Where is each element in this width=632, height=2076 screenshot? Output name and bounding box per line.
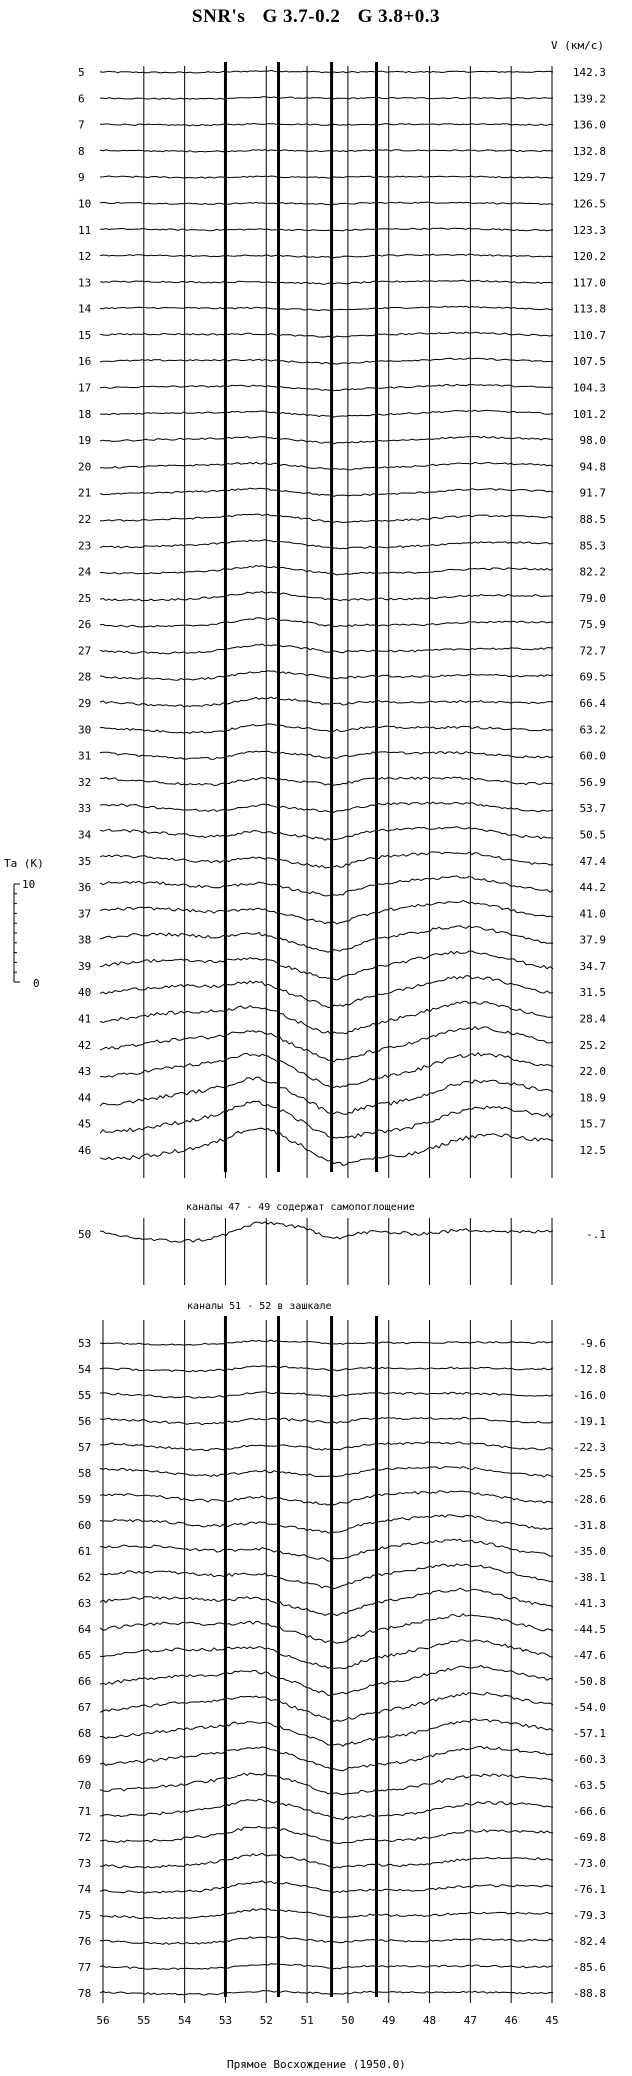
- velocity-label-32: 56.9: [579, 775, 606, 789]
- trace-channel-36: [100, 876, 553, 896]
- channel-label-42: 42: [78, 1038, 92, 1052]
- channel-label-43: 43: [78, 1065, 92, 1079]
- trace-channel-73: [100, 1853, 553, 1868]
- trace-channel-54: [100, 1366, 553, 1372]
- velocity-label-73: -73.0: [572, 1857, 606, 1870]
- scale-bar-top: 10: [22, 878, 36, 891]
- trace-channel-69: [100, 1746, 553, 1770]
- channel-label-21: 21: [78, 486, 92, 500]
- velocity-label-17: 104.3: [572, 381, 606, 395]
- velocity-label-42: 25.2: [579, 1038, 606, 1052]
- trace-channel-43: [100, 1053, 553, 1088]
- channel-labels: [78, 66, 92, 2000]
- channel-label-17: 17: [78, 381, 92, 395]
- channel-label-29: 29: [78, 697, 92, 711]
- channel-label-72: 72: [78, 1831, 92, 1844]
- trace-channel-57: [100, 1442, 553, 1451]
- channel-traces: [100, 70, 553, 1995]
- channel-label-33: 33: [78, 802, 92, 816]
- channel-label-61: 61: [78, 1545, 92, 1558]
- ta-scale-bar: [4, 857, 44, 990]
- trace-channel-13: [100, 280, 553, 284]
- trace-channel-18: [100, 410, 553, 417]
- velocity-label-36: 44.2: [579, 881, 606, 895]
- trace-channel-77: [100, 1964, 553, 1970]
- channel-label-14: 14: [78, 302, 92, 316]
- channel-label-19: 19: [78, 434, 92, 448]
- channel-label-41: 41: [78, 1012, 92, 1026]
- x-tick-51: 51: [300, 2014, 314, 2027]
- trace-channel-35: [100, 852, 553, 868]
- saturation-note: каналы 51 - 52 в зашкале: [187, 1301, 332, 1312]
- velocity-label-16: 107.5: [572, 355, 606, 369]
- trace-channel-12: [100, 254, 553, 258]
- velocity-label-29: 66.4: [579, 697, 606, 711]
- trace-channel-72: [100, 1826, 553, 1843]
- trace-channel-58: [100, 1467, 553, 1477]
- velocity-label-46: 12.5: [579, 1144, 606, 1157]
- trace-channel-24: [100, 566, 553, 576]
- trace-channel-75: [100, 1909, 553, 1919]
- channel-label-18: 18: [78, 407, 92, 421]
- trace-channel-16: [100, 358, 553, 364]
- velocity-label-69: -60.3: [572, 1753, 606, 1766]
- channel-label-6: 6: [78, 92, 85, 106]
- channel-label-35: 35: [78, 854, 92, 868]
- trace-channel-45: [100, 1101, 553, 1138]
- channel-label-65: 65: [78, 1649, 92, 1662]
- velocity-label-35: 47.4: [579, 854, 606, 868]
- velocity-label-27: 72.7: [579, 644, 606, 658]
- trace-channel-27: [100, 644, 553, 654]
- velocity-label-63: -41.3: [572, 1597, 606, 1610]
- velocity-label-10: 126.5: [572, 197, 606, 211]
- trace-channel-23: [100, 540, 553, 549]
- x-axis-label: Прямое Восхождение (1950.0): [227, 2058, 406, 2071]
- velocity-labels: [573, 66, 606, 2000]
- trace-channel-14: [100, 306, 553, 311]
- trace-channel-78: [100, 1991, 553, 1996]
- trace-channel-9: [100, 176, 553, 178]
- channel-label-27: 27: [78, 644, 92, 658]
- channel-label-40: 40: [78, 986, 92, 1000]
- channel-label-38: 38: [78, 933, 92, 947]
- velocity-label-59: -28.6: [572, 1493, 606, 1506]
- channel-label-20: 20: [78, 460, 92, 474]
- velocity-label-8: 132.8: [572, 144, 606, 158]
- velocity-label-21: 91.7: [579, 486, 606, 500]
- channel-label-24: 24: [78, 565, 92, 579]
- velocity-label-41: 28.4: [579, 1012, 606, 1026]
- channel-label-62: 62: [78, 1571, 92, 1584]
- trace-channel-71: [100, 1799, 553, 1820]
- channel-label-45: 45: [78, 1117, 92, 1131]
- channel-label-44: 44: [78, 1091, 92, 1105]
- trace-channel-7: [100, 124, 553, 126]
- trace-channel-8: [100, 150, 553, 152]
- trace-channel-32: [100, 777, 553, 785]
- title-source-2: G 3.8+0.3: [357, 6, 440, 27]
- trace-channel-56: [100, 1417, 553, 1424]
- velocity-label-19: 98.0: [579, 434, 606, 448]
- velocity-label-74: -76.1: [572, 1883, 606, 1896]
- velocity-label-56: -19.1: [572, 1415, 606, 1428]
- channel-label-22: 22: [78, 512, 92, 526]
- channel-label-56: 56: [78, 1415, 92, 1428]
- trace-channel-67: [100, 1692, 553, 1721]
- trace-channel-40: [100, 976, 553, 1008]
- channel-label-7: 7: [78, 118, 85, 132]
- channel-label-69: 69: [78, 1753, 92, 1766]
- velocity-label-68: -57.1: [572, 1727, 606, 1740]
- trace-channel-44: [100, 1077, 553, 1114]
- trace-channel-46: [100, 1128, 553, 1165]
- velocity-label-66: -50.8: [572, 1675, 606, 1688]
- x-tick-48: 48: [422, 2014, 437, 2027]
- velocity-label-76: -82.4: [572, 1935, 606, 1948]
- channel-label-30: 30: [78, 723, 92, 737]
- trace-channel-38: [100, 926, 553, 952]
- channel-label-68: 68: [78, 1727, 92, 1740]
- channel-label-16: 16: [78, 355, 92, 369]
- velocity-label-43: 22.0: [579, 1065, 606, 1079]
- x-tick-45: 45: [545, 2014, 559, 2027]
- channel-label-63: 63: [78, 1597, 92, 1610]
- velocity-label-28: 69.5: [579, 670, 606, 684]
- velocity-label-18: 101.2: [572, 407, 606, 421]
- trace-channel-33: [100, 802, 553, 812]
- velocity-label-40: 31.5: [579, 986, 606, 1000]
- channel-label-9: 9: [78, 171, 85, 185]
- channel-label-31: 31: [78, 749, 92, 763]
- trace-channel-30: [100, 724, 553, 733]
- trace-channel-63: [100, 1588, 553, 1615]
- trace-channel-29: [100, 697, 553, 707]
- channel-label-70: 70: [78, 1779, 92, 1792]
- trace-channel-31: [100, 751, 553, 759]
- trace-channel-15: [100, 332, 553, 337]
- channel-label-46: 46: [78, 1144, 92, 1157]
- channel-label-34: 34: [78, 828, 92, 842]
- velocity-label-38: 37.9: [579, 933, 606, 947]
- velocity-label-78: -88.8: [572, 1987, 606, 2000]
- x-tick-53: 53: [218, 2014, 233, 2027]
- velocity-label-37: 41.0: [579, 907, 606, 921]
- x-tick-56: 56: [96, 2014, 110, 2027]
- trace-channel-37: [100, 901, 553, 925]
- velocity-label-57: -22.3: [572, 1441, 606, 1454]
- channel-label-12: 12: [78, 250, 92, 264]
- velocity-label-64: -44.5: [572, 1623, 606, 1636]
- velocity-label-31: 60.0: [579, 749, 606, 763]
- velocity-label-72: -69.8: [572, 1831, 606, 1844]
- trace-channel-55: [100, 1392, 553, 1398]
- channel-label-55: 55: [78, 1389, 92, 1402]
- velocity-label-58: -25.5: [572, 1467, 606, 1480]
- velocity-header: V (км/с): [551, 39, 604, 52]
- channel-label-53: 53: [78, 1337, 92, 1350]
- velocity-label-24: 82.2: [579, 565, 606, 579]
- trace-channel-34: [100, 827, 553, 841]
- velocity-label-11: 123.3: [572, 223, 606, 237]
- scale-bar-label: Ta (K): [4, 857, 44, 870]
- channel-label-67: 67: [78, 1701, 92, 1714]
- velocity-label-6: 139.2: [572, 92, 606, 106]
- trace-channel-28: [100, 671, 553, 680]
- trace-channel-10: [100, 202, 553, 205]
- velocity-label-22: 88.5: [579, 512, 606, 526]
- velocity-label-23: 85.3: [579, 539, 606, 553]
- trace-channel-64: [100, 1614, 553, 1643]
- velocity-label-9: 129.7: [572, 171, 606, 185]
- x-tick-labels: [96, 2014, 558, 2027]
- velocity-label-61: -35.0: [572, 1545, 606, 1558]
- trace-channel-76: [100, 1937, 553, 1945]
- channel-label-75: 75: [78, 1909, 92, 1922]
- channel-label-8: 8: [78, 144, 85, 158]
- velocity-label-15: 110.7: [572, 328, 606, 342]
- velocity-label-75: -79.3: [572, 1909, 606, 1922]
- trace-channel-53: [100, 1340, 553, 1345]
- channel-label-10: 10: [78, 197, 92, 211]
- velocity-label-30: 63.2: [579, 723, 606, 737]
- channel-label-60: 60: [78, 1519, 92, 1532]
- trace-channel-20: [100, 462, 553, 470]
- channel-label-73: 73: [78, 1857, 92, 1870]
- trace-channel-66: [100, 1666, 553, 1696]
- channel-label-5: 5: [78, 66, 85, 79]
- trace-channel-62: [100, 1564, 553, 1589]
- trace-channel-6: [100, 97, 553, 99]
- velocity-label-54: -12.8: [572, 1363, 606, 1376]
- trace-channel-74: [100, 1881, 553, 1893]
- x-tick-54: 54: [178, 2014, 192, 2027]
- velocity-label-20: 94.8: [579, 460, 606, 474]
- velocity-label-5: 142.3: [572, 66, 606, 79]
- channel-label-32: 32: [78, 775, 92, 789]
- x-tick-50: 50: [341, 2014, 355, 2027]
- velocity-label-14: 113.8: [572, 302, 606, 316]
- scale-bar-bottom: 0: [33, 977, 40, 990]
- channel-label-26: 26: [78, 618, 92, 632]
- velocity-label-34: 50.5: [579, 828, 606, 842]
- trace-channel-60: [100, 1515, 553, 1533]
- velocity-label-7: 136.0: [572, 118, 606, 132]
- channel-label-74: 74: [78, 1883, 92, 1896]
- absorption-note: каналы 47 - 49 содержат самопоглощение: [186, 1202, 415, 1213]
- velocity-label-45: 15.7: [579, 1117, 606, 1131]
- channel-label-25: 25: [78, 591, 92, 605]
- x-tick-46: 46: [504, 2014, 518, 2027]
- trace-channel-68: [100, 1719, 553, 1746]
- channel-label-57: 57: [78, 1441, 92, 1454]
- title-prefix: SNR's: [192, 6, 246, 27]
- x-tick-47: 47: [463, 2014, 477, 2027]
- channel-label-37: 37: [78, 907, 92, 921]
- channel-label-58: 58: [78, 1467, 92, 1480]
- trace-channel-25: [100, 592, 553, 601]
- velocity-label-44: 18.9: [579, 1091, 606, 1105]
- trace-channel-50: [100, 1222, 553, 1242]
- channel-label-11: 11: [78, 223, 92, 237]
- velocity-label-60: -31.8: [572, 1519, 606, 1532]
- channel-label-28: 28: [78, 670, 92, 684]
- velocity-label-77: -85.6: [572, 1961, 606, 1974]
- channel-label-13: 13: [78, 276, 92, 290]
- velocity-label-62: -38.1: [572, 1571, 606, 1584]
- trace-channel-21: [100, 488, 553, 496]
- velocity-label-25: 79.0: [579, 591, 606, 605]
- channel-label-71: 71: [78, 1805, 92, 1818]
- trace-channel-11: [100, 228, 553, 231]
- channel-label-78: 78: [78, 1987, 92, 2000]
- velocity-label-12: 120.2: [572, 250, 606, 264]
- trace-channel-17: [100, 384, 553, 390]
- trace-channel-19: [100, 436, 553, 444]
- velocity-label-26: 75.9: [579, 618, 606, 632]
- channel-label-59: 59: [78, 1493, 92, 1506]
- velocity-label-50: -.1: [586, 1228, 606, 1241]
- velocity-label-55: -16.0: [572, 1389, 606, 1402]
- trace-channel-65: [100, 1640, 553, 1669]
- channel-label-54: 54: [78, 1363, 92, 1376]
- trace-channel-70: [100, 1773, 553, 1795]
- channel-label-64: 64: [78, 1623, 92, 1636]
- channel-label-76: 76: [78, 1935, 92, 1948]
- x-tick-55: 55: [137, 2014, 151, 2027]
- velocity-label-71: -66.6: [572, 1805, 606, 1818]
- trace-channel-61: [100, 1539, 553, 1561]
- trace-channel-5: [100, 70, 553, 73]
- trace-channel-39: [100, 951, 553, 980]
- channel-label-77: 77: [78, 1961, 92, 1974]
- channel-label-36: 36: [78, 881, 92, 895]
- ra-grid: [103, 66, 552, 2003]
- channel-label-66: 66: [78, 1675, 92, 1688]
- channel-label-15: 15: [78, 328, 92, 342]
- velocity-label-67: -54.0: [572, 1701, 606, 1714]
- x-tick-52: 52: [259, 2014, 273, 2027]
- channel-label-50: 50: [78, 1228, 92, 1241]
- trace-channel-26: [100, 618, 553, 627]
- trace-channel-59: [100, 1491, 553, 1505]
- velocity-label-33: 53.7: [579, 802, 606, 816]
- velocity-label-39: 34.7: [579, 959, 606, 973]
- velocity-label-65: -47.6: [572, 1649, 606, 1662]
- velocity-label-13: 117.0: [572, 276, 606, 290]
- x-tick-49: 49: [382, 2014, 396, 2027]
- trace-channel-22: [100, 514, 553, 523]
- velocity-label-53: -9.6: [579, 1337, 606, 1350]
- velocity-label-70: -63.5: [572, 1779, 606, 1792]
- channel-label-23: 23: [78, 539, 92, 553]
- title-source-1: G 3.7-0.2: [262, 6, 341, 27]
- channel-label-39: 39: [78, 959, 92, 973]
